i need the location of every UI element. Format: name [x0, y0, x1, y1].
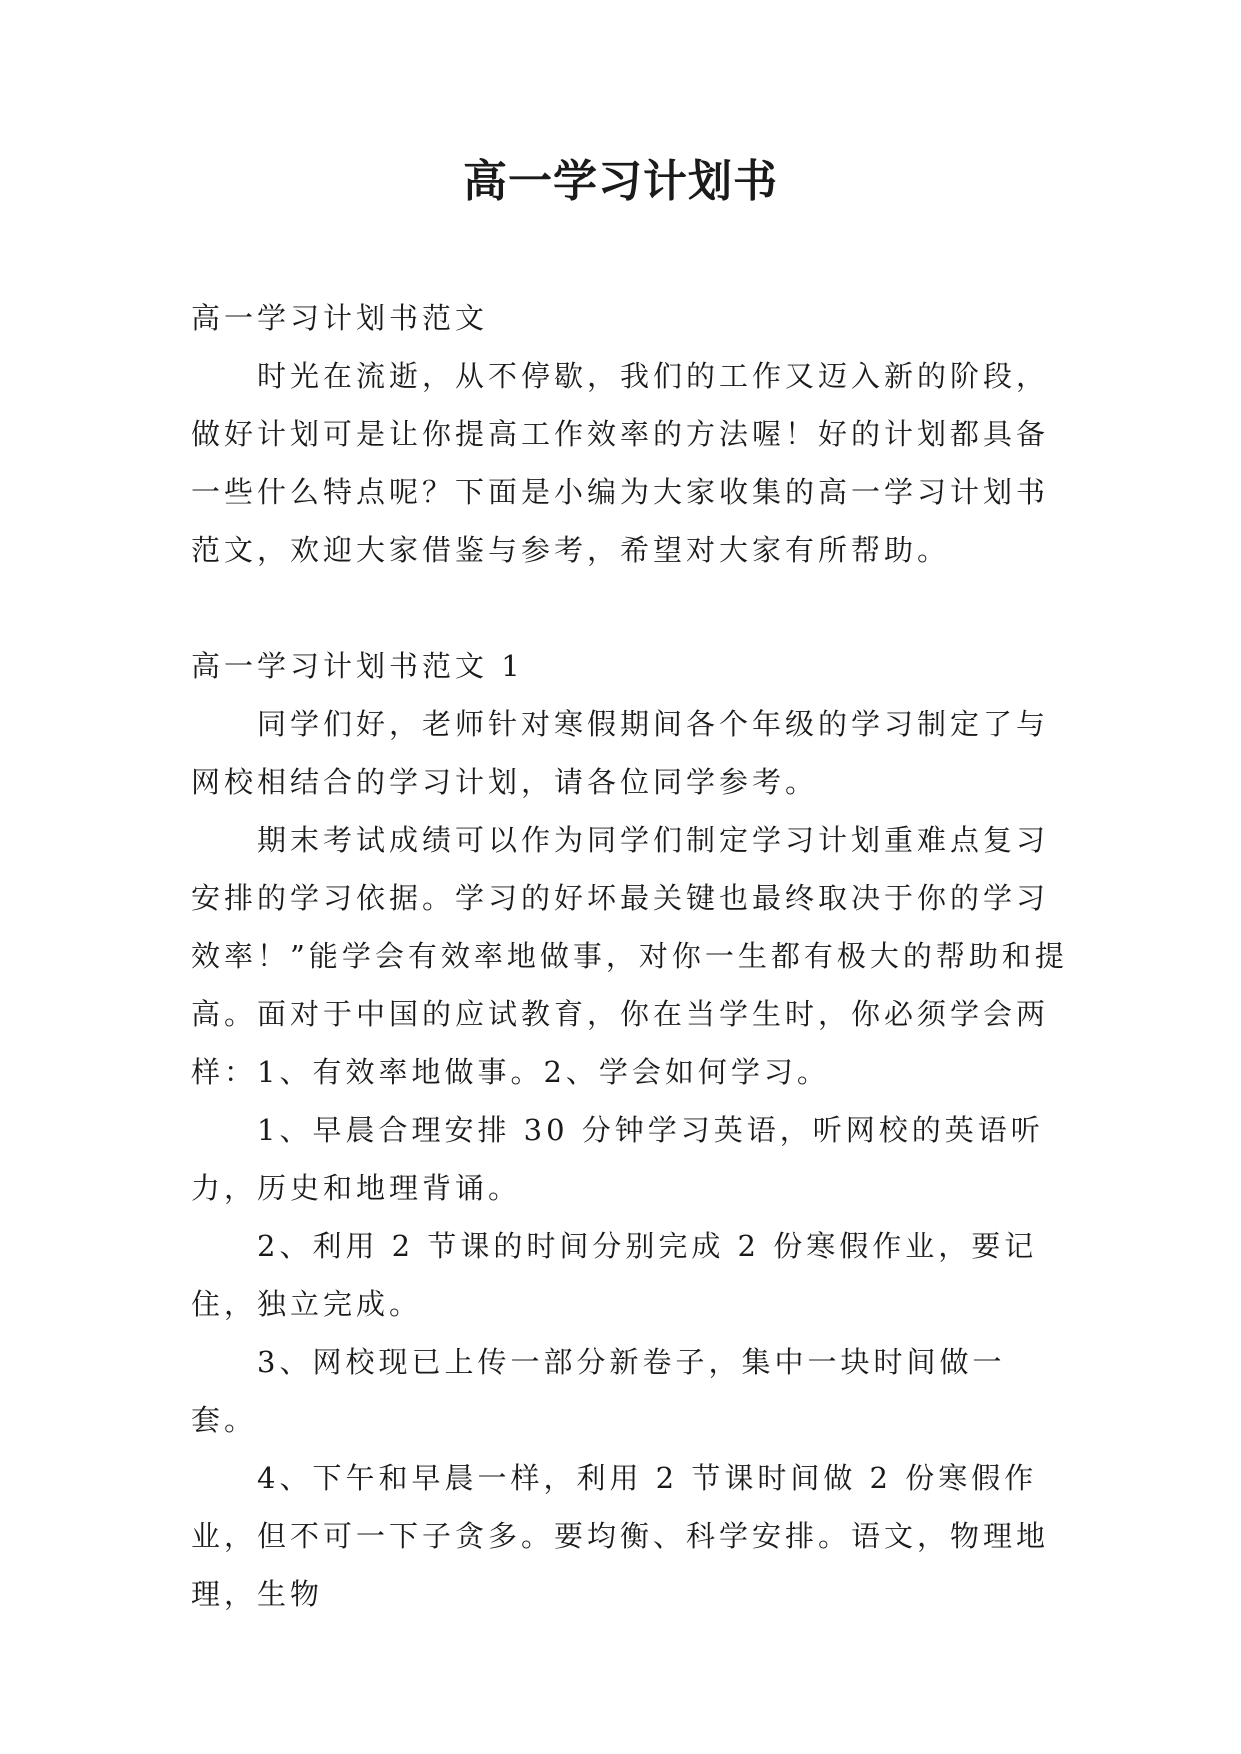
paragraph: 2、利用 2 节课的时间分别完成 2 份寒假作业，要记住，独立完成。	[191, 1229, 1038, 1321]
document-body	[191, 289, 1071, 1623]
sub-heading: 高一学习计划书范文 1	[191, 649, 524, 683]
paragraph: 1、早晨合理安排 30 分钟学习英语，听网校的英语听力，历史和地理背诵。	[191, 1113, 1044, 1205]
paragraph: 4、下午和早晨一样，利用 2 节课时间做 2 份寒假作业，但不可一下子贪多。要均衡、科学安排。语文，物理地理，生物	[191, 1461, 1050, 1611]
section-heading: 高一学习计划书范文	[191, 301, 489, 335]
paragraph-spacer	[191, 579, 1071, 637]
paragraph: 期末考试成绩可以作为同学们制定学习计划重难点复习安排的学习依据。学习的好坏最关键也最终取决于你的学习效率！”能学会有效率地做事，对你一生都有极大的帮助和提高。面对于中国的应试教育，你在当学生时，你必须学会两样：1、有效率地做事。2、学会如何学习。	[191, 823, 1068, 1089]
paragraph: 同学们好，老师针对寒假期间各个年级的学习制定了与网校相结合的学习计划，请各位同学参考。	[191, 707, 1050, 799]
document-title: 高一学习计划书	[463, 156, 778, 207]
paragraph: 3、网校现已上传一部分新卷子，集中一块时间做一套。	[191, 1345, 1006, 1437]
intro-paragraph: 时光在流逝，从不停歇，我们的工作又迈入新的阶段，做好计划可是让你提高工作效率的方法喔！好的计划都具备一些什么特点呢？下面是小编为大家收集的高一学习计划书范文，欢迎大家借鉴与参考，希望对大家有所帮助。	[191, 359, 1050, 567]
